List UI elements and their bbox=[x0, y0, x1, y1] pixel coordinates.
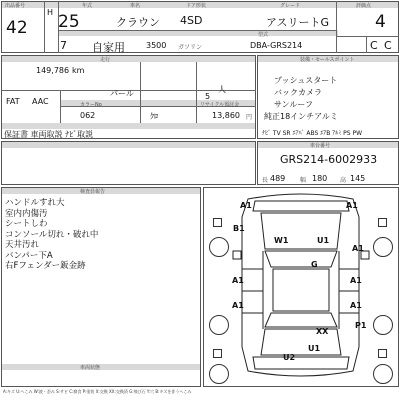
year: 25 bbox=[58, 12, 80, 32]
model-code-label: 型式 bbox=[258, 32, 269, 38]
corner-square-3 bbox=[213, 349, 222, 358]
height-label: 高 bbox=[340, 177, 347, 184]
displacement: 3500 bbox=[146, 41, 167, 50]
inspection-note-2: 室内内傷汚 bbox=[5, 208, 48, 219]
mark-windshield: G bbox=[311, 260, 318, 269]
length: 489 bbox=[270, 174, 286, 183]
mark-left-side-b: A1 bbox=[232, 301, 244, 310]
lot-number-label: 出品番号 bbox=[5, 3, 26, 9]
mark-trunk: XX bbox=[316, 327, 329, 336]
height: 145 bbox=[350, 174, 366, 183]
mileage-unit: km bbox=[72, 66, 85, 75]
legend-note: A:キズ U:へこみ W:波・歪み S:サビ C:腐食 P:塗装 X:交換 XX:交換済 G:飛び石 Y:穴 B:キズを伴うへこみ bbox=[3, 389, 192, 394]
lot-number: 42 bbox=[6, 18, 28, 38]
inspection-note-4: コンソール切れ・破れ中 bbox=[5, 229, 99, 240]
model-code: DBA-GRS214 bbox=[250, 41, 303, 50]
spare-wheel-left bbox=[209, 364, 229, 384]
mark-hood-right: U1 bbox=[317, 236, 330, 245]
inspection-note-5: 天井汚れ bbox=[5, 240, 40, 250]
mark-rear-u1: U1 bbox=[308, 344, 321, 353]
year-month: 7 bbox=[60, 39, 67, 52]
corner-square-2 bbox=[378, 218, 387, 227]
wheel-front-left bbox=[209, 237, 229, 257]
era-mark: H bbox=[47, 8, 54, 17]
color-no-label: カラーNo bbox=[80, 102, 102, 108]
interior-score: C bbox=[370, 39, 378, 52]
overall-score: 4 bbox=[375, 12, 386, 32]
spare-wheel-right bbox=[373, 364, 393, 384]
inspection-note-3: シートしわ bbox=[5, 219, 48, 229]
width: 180 bbox=[312, 174, 328, 183]
mark-left-side-a: A1 bbox=[232, 276, 244, 285]
condition-header: 車両状態 bbox=[80, 365, 101, 371]
grade-label: グレード bbox=[280, 3, 301, 9]
year-label: 年式 bbox=[82, 3, 93, 9]
seating-unit: 人 bbox=[218, 85, 226, 94]
equipment-point-2: バックカメラ bbox=[274, 88, 322, 97]
recycle-unit: 円 bbox=[246, 114, 253, 121]
corner-square-4 bbox=[378, 349, 387, 358]
seating-capacity: 5 bbox=[205, 92, 211, 101]
wheel-rear-left bbox=[209, 315, 229, 335]
exterior-score: C bbox=[384, 39, 392, 52]
chassis-number: GRS214-6002933 bbox=[280, 153, 378, 166]
grade: アスリートG bbox=[266, 16, 330, 29]
mark-front-bumper-right: A1 bbox=[346, 201, 358, 210]
width-label: 幅 bbox=[300, 177, 307, 184]
documents: 保証書 車両取説 ﾅﾋﾞ取説 bbox=[4, 130, 94, 139]
inspection-note-6: バンパー下A bbox=[5, 250, 53, 261]
mark-front-bumper-left: A1 bbox=[240, 201, 252, 210]
mark-front-right-wheel: A1 bbox=[352, 244, 364, 253]
wheel-front-right bbox=[373, 237, 393, 257]
length-label: 長 bbox=[262, 177, 269, 184]
color-no: 062 bbox=[80, 111, 96, 120]
equipment-header: 装備・セールスポイント bbox=[300, 57, 355, 63]
model-label: 車名 bbox=[130, 3, 141, 9]
mark-right-side-b: A1 bbox=[350, 301, 362, 310]
chassis-label: 車台番号 bbox=[310, 143, 331, 149]
door-type: 4SD bbox=[180, 14, 203, 27]
option-codes: ﾅﾋﾞ TV SR ｴｱﾊﾞ ABS ｴｱB ｱﾙﾐ PS PW bbox=[262, 130, 363, 137]
wheel-rear-right bbox=[373, 315, 393, 335]
equipment-point-3: サンルーフ bbox=[274, 100, 313, 109]
aircon-type: AAC bbox=[32, 97, 49, 106]
inspection-header: 検査員報告 bbox=[80, 189, 106, 195]
fuel: ガソリン bbox=[178, 44, 203, 51]
door-label: ドア形状 bbox=[186, 3, 206, 9]
corner-square-1 bbox=[213, 218, 222, 227]
equipment-point-1: プッシュスタート bbox=[274, 76, 338, 85]
inspection-note-1: ハンドルすれ大 bbox=[5, 198, 65, 208]
trim-color: ｸﾛ bbox=[150, 112, 158, 121]
mark-rear-u2: U2 bbox=[283, 353, 296, 362]
recycle-fee: 13,860 bbox=[212, 111, 240, 120]
inspection-note-7: 右Fフェンダー鈑金跡 bbox=[5, 261, 86, 271]
mark-right-rear-wheel: P1 bbox=[355, 321, 367, 330]
score-label: 評価点 bbox=[356, 3, 372, 9]
mark-right-side-a: A1 bbox=[350, 276, 362, 285]
equipment-point-4: 純正18インチアルミ bbox=[264, 112, 338, 121]
mileage-label: 走行 bbox=[100, 57, 111, 63]
model-name: クラウン bbox=[116, 16, 160, 29]
inspection-notes bbox=[5, 198, 98, 272]
recycle-label: リサイクル預託金 bbox=[200, 102, 240, 108]
color: パール bbox=[110, 89, 134, 98]
mark-front-left-wheel: B1 bbox=[233, 224, 245, 233]
mark-hood-left: W1 bbox=[274, 236, 289, 245]
shift-type: FAT bbox=[6, 97, 20, 106]
mileage: 149,786 bbox=[36, 66, 70, 75]
usage: 自家用 bbox=[92, 41, 125, 54]
car-diagram bbox=[203, 187, 399, 387]
